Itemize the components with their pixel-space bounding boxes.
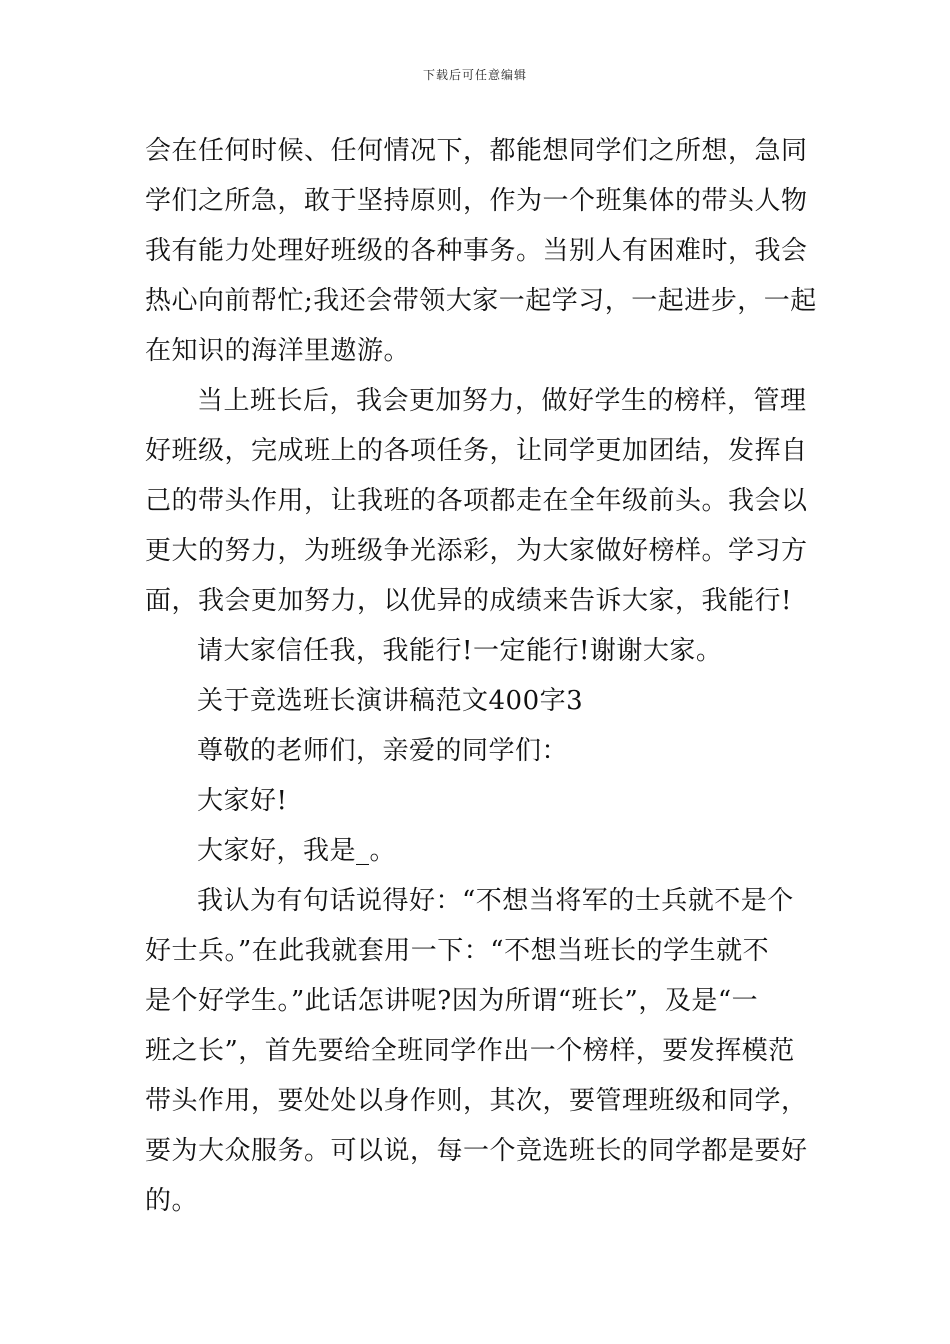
text-line: 好班级，完成班上的各项任务，让同学更加团结，发挥自: [145, 436, 808, 466]
paragraph-start-line: 请大家信任我，我能行!一定能行!谢谢大家。: [197, 636, 723, 666]
text-line: 热心向前帮忙;我还会带领大家一起学习，一起进步，一起: [145, 286, 817, 316]
text-line: 更大的努力，为班级争光添彩，为大家做好榜样。学习方: [145, 536, 808, 566]
text-line: 会在任何时候、任何情况下，都能想同学们之所想，急同: [145, 136, 808, 166]
text-line: 带头作用，要处处以身作则，其次，要管理班级和同学，: [145, 1086, 808, 1116]
paragraph-start-line: 当上班长后，我会更加努力，做好学生的榜样，管理: [197, 386, 807, 416]
text-line: 面，我会更加努力，以优异的成绩来告诉大家，我能行!: [145, 586, 792, 616]
paragraph-start-line: 我认为有句话说得好：“不想当将军的士兵就不是个: [197, 886, 794, 916]
text-line: 在知识的海洋里遨游。: [145, 336, 411, 366]
text-line: 己的带头作用，让我班的各项都走在全年级前头。我会以: [145, 486, 808, 516]
document-body: [145, 126, 817, 1226]
text-line: 班之长”，首先要给全班同学作出一个榜样，要发挥模范: [145, 1036, 795, 1066]
page-header-note: 下载后可任意编辑: [422, 68, 527, 82]
text-line: 要为大众服务。可以说，每一个竞选班长的同学都是要好: [145, 1136, 808, 1166]
text-line: 我有能力处理好班级的各种事务。当别人有困难时，我会: [145, 236, 808, 266]
section-title-line: 关于竞选班长演讲稿范文400字3: [197, 686, 584, 716]
text-line: 好士兵。”在此我就套用一下：“不想当班长的学生就不: [145, 936, 770, 966]
text-line: 的。: [145, 1186, 199, 1216]
text-line: 是个好学生。”此话怎讲呢?因为所谓“班长”，及是“一: [145, 986, 759, 1016]
salutation-line: 尊敬的老师们，亲爱的同学们：: [197, 736, 569, 766]
text-line: 学们之所急，敢于坚持原则，作为一个班集体的带头人物: [145, 186, 808, 216]
greeting-line: 大家好!: [197, 786, 288, 816]
greeting-line: 大家好，我是_。: [197, 836, 397, 866]
